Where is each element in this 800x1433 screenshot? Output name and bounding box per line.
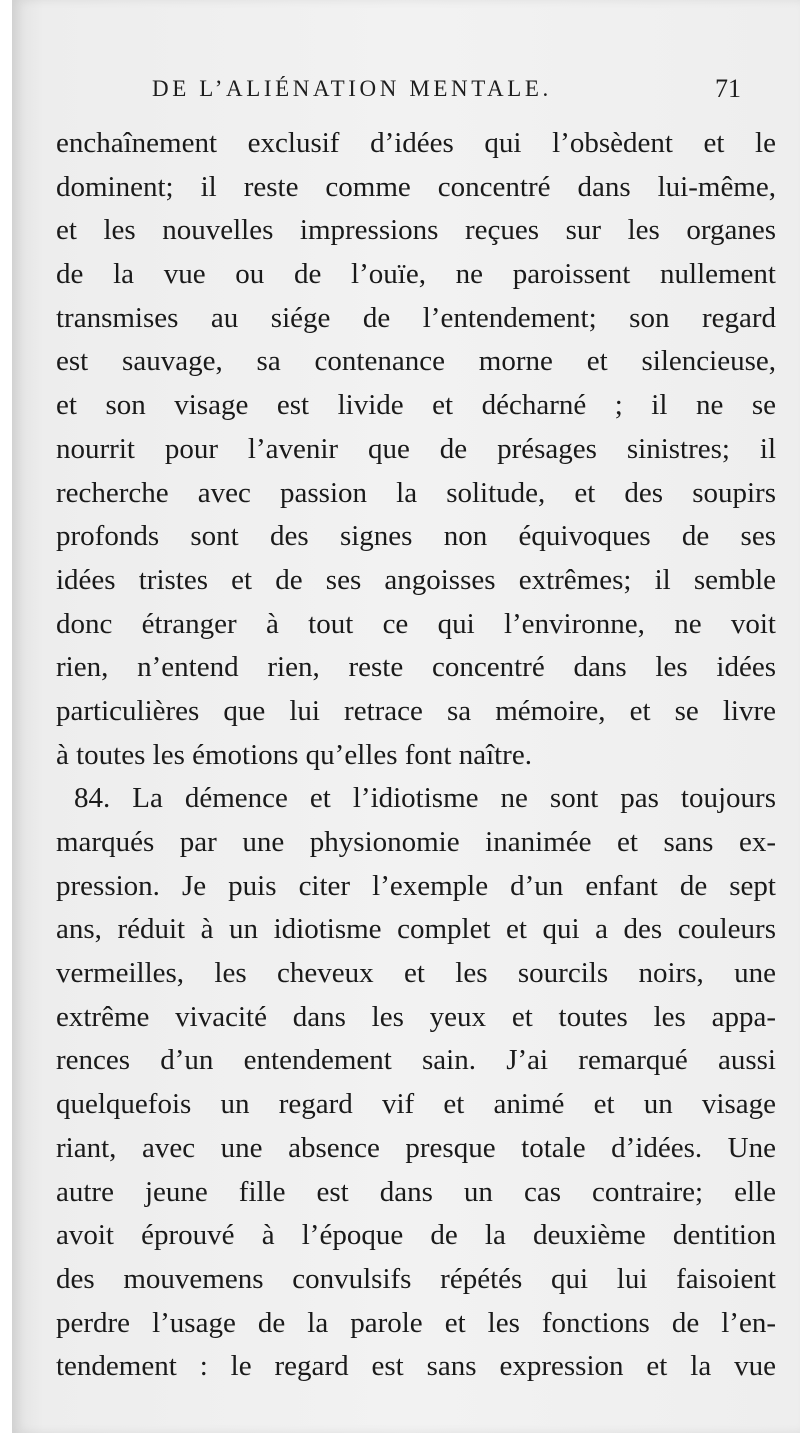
text-line: et les nouvelles impressions reçues sur les organes xyxy=(56,214,776,247)
running-head: DE L’ALIÉNATION MENTALE. xyxy=(152,76,552,101)
text-line: avoit éprouvé à l’époque de la deuxième dentition xyxy=(56,1219,776,1252)
text-line: profonds sont des signes non équivoques de ses xyxy=(56,520,776,553)
text-line: transmises au siége de l’entendement; son regard xyxy=(56,301,776,334)
text-line: autre jeune fille est dans un cas contraire; elle xyxy=(56,1175,776,1208)
page-number: 71 xyxy=(715,74,741,103)
text-line: rences d’un entendement sain. J’ai remarqué aussi xyxy=(56,1044,776,1077)
text-line: rien, n’entend rien, reste concentré dans les idées xyxy=(56,651,776,684)
paragraph-start-line: 84. La démence et l’idiotisme ne sont pas toujours xyxy=(74,782,776,815)
text-line: ans, réduit à un idiotisme complet et qui a des couleurs xyxy=(56,913,776,946)
text-line: enchaînement exclusif d’idées qui l’obsèdent et le xyxy=(56,127,776,159)
text-line: recherche avec passion la solitude, et des soupirs xyxy=(56,476,776,509)
text-line: pression. Je puis citer l’exemple d’un enfant de sept xyxy=(56,869,776,902)
text-line: des mouvemens convulsifs répétés qui lui faisoient xyxy=(56,1262,776,1295)
paragraph-end-line: à toutes les émotions qu’elles font naître. xyxy=(56,738,532,771)
text-line: donc étranger à tout ce qui l’environne, ne voit xyxy=(56,607,776,640)
text-line: idées tristes et de ses angoisses extrêmes; il semble xyxy=(56,563,776,596)
text-line: de la vue ou de l’ouïe, ne paroissent nullement xyxy=(56,258,776,291)
text-line: particulières que lui retrace sa mémoire, et se livre xyxy=(56,694,776,727)
text-line: tendement : le regard est sans expression et la vue xyxy=(56,1350,776,1383)
text-line: perdre l’usage de la parole et les fonctions de l’en- xyxy=(56,1306,776,1339)
text-line: et son visage est livide et décharné ; il ne se xyxy=(56,389,776,422)
text-line: marqués par une physionomie inanimée et sans ex- xyxy=(56,826,776,858)
text-line: riant, avec une absence presque totale d’idées. Une xyxy=(56,1131,776,1164)
text-line: vermeilles, les cheveux et les sourcils noirs, une xyxy=(56,957,776,990)
text-line: quelquefois un regard vif et animé et un visage xyxy=(56,1088,776,1121)
text-line: est sauvage, sa contenance morne et silencieuse, xyxy=(56,345,776,378)
body-text xyxy=(56,122,776,1389)
text-line: dominent; il reste comme concentré dans lui-même, xyxy=(56,170,776,203)
text-line: nourrit pour l’avenir que de présages sinistres; il xyxy=(56,432,776,465)
book-page xyxy=(12,0,800,1433)
text-line: extrême vivacité dans les yeux et toutes les appa- xyxy=(56,1000,776,1033)
page-header xyxy=(12,72,800,108)
